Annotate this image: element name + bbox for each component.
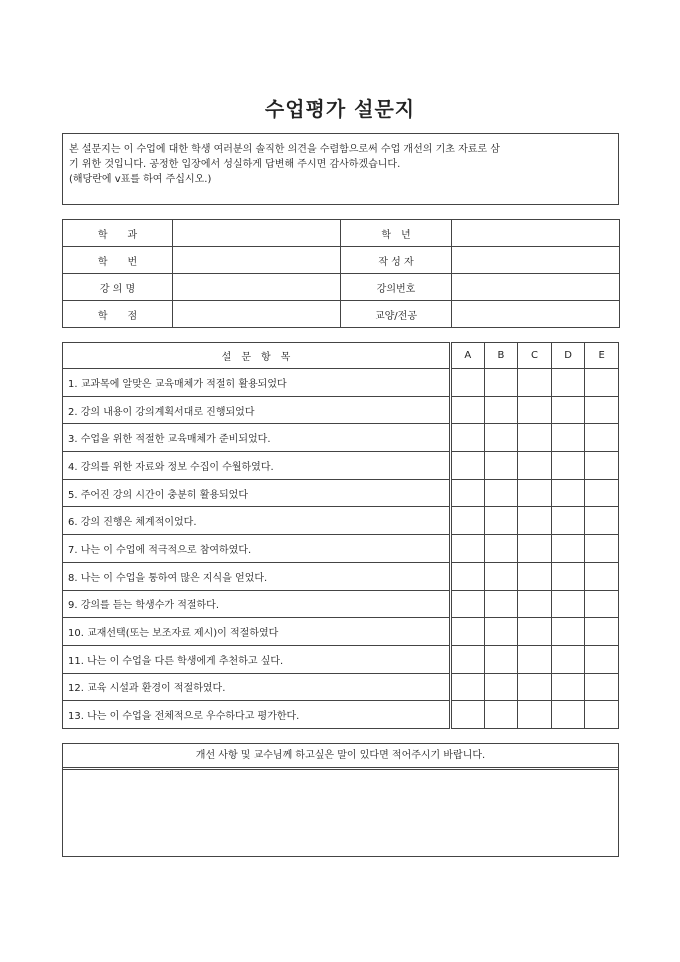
rating-cell-e[interactable] <box>585 645 619 673</box>
student-id-field[interactable] <box>173 247 341 274</box>
credits-label: 학 점 <box>63 301 173 328</box>
survey-row <box>63 507 619 535</box>
rating-cell-a[interactable] <box>451 479 485 507</box>
rating-cell-b[interactable] <box>484 452 518 480</box>
survey-table <box>62 342 619 729</box>
course-number-field[interactable] <box>452 274 620 301</box>
survey-row <box>63 645 619 673</box>
rating-cell-a[interactable] <box>451 562 485 590</box>
rating-cell-b[interactable] <box>484 645 518 673</box>
page-title: 수업평가 설문지 <box>264 97 416 121</box>
rating-cell-a[interactable] <box>451 535 485 563</box>
course-type-field[interactable] <box>452 301 620 328</box>
survey-row <box>63 618 619 646</box>
rating-cell-a[interactable] <box>451 396 485 424</box>
student-id-label: 학 번 <box>63 247 173 274</box>
rating-cell-d[interactable] <box>551 452 585 480</box>
rating-cell-c[interactable] <box>518 452 552 480</box>
intro-line: 본 설문지는 이 수업에 대한 학생 여러분의 솔직한 의견을 수렴함으로써 수업 개선의 기초 자료로 삼 <box>69 144 500 155</box>
rating-cell-a[interactable] <box>451 452 485 480</box>
survey-row <box>63 396 619 424</box>
survey-row <box>63 673 619 701</box>
rating-cell-d[interactable] <box>551 701 585 729</box>
survey-question: 12. 교육 시설과 환경이 적절하였다. <box>63 673 451 701</box>
rating-cell-b[interactable] <box>484 562 518 590</box>
rating-cell-b[interactable] <box>484 479 518 507</box>
course-number-label: 강의번호 <box>341 274 452 301</box>
rating-cell-e[interactable] <box>585 452 619 480</box>
author-label: 작 성 자 <box>341 247 452 274</box>
student-info-table <box>62 219 620 328</box>
survey-question: 6. 강의 진행은 체계적이었다. <box>63 507 451 535</box>
year-field[interactable] <box>452 220 620 247</box>
rating-cell-c[interactable] <box>518 590 552 618</box>
course-name-field[interactable] <box>173 274 341 301</box>
rating-cell-c[interactable] <box>518 507 552 535</box>
rating-cell-d[interactable] <box>551 673 585 701</box>
rating-cell-a[interactable] <box>451 618 485 646</box>
intro-line: 기 위한 것입니다. 공정한 입장에서 성실하게 답변해 주시면 감사하겠습니다. <box>69 159 401 170</box>
credits-field[interactable] <box>173 301 341 328</box>
intro-line: (해당란에 v표를 하여 주십시오.) <box>69 174 212 185</box>
rating-cell-c[interactable] <box>518 396 552 424</box>
rating-cell-a[interactable] <box>451 424 485 452</box>
survey-row <box>63 590 619 618</box>
rating-cell-e[interactable] <box>585 618 619 646</box>
info-row <box>63 220 620 247</box>
comment-field[interactable] <box>63 770 618 855</box>
survey-question: 9. 강의를 듣는 학생수가 적절하다. <box>63 590 451 618</box>
survey-question: 8. 나는 이 수업을 통하여 많은 지식을 얻었다. <box>63 562 451 590</box>
survey-question: 10. 교재선택(또는 보조자료 제시)이 적절하였다 <box>63 618 451 646</box>
rating-cell-d[interactable] <box>551 535 585 563</box>
rating-cell-e[interactable] <box>585 396 619 424</box>
rating-cell-e[interactable] <box>585 507 619 535</box>
rating-cell-b[interactable] <box>484 535 518 563</box>
column-header-b: B <box>484 343 518 369</box>
rating-cell-d[interactable] <box>551 645 585 673</box>
column-header-c: C <box>518 343 552 369</box>
survey-row <box>63 535 619 563</box>
survey-question: 5. 주어진 강의 시간이 충분히 활용되었다 <box>63 479 451 507</box>
survey-row <box>63 562 619 590</box>
rating-cell-c[interactable] <box>518 673 552 701</box>
rating-cell-c[interactable] <box>518 562 552 590</box>
info-row <box>63 301 620 328</box>
rating-cell-b[interactable] <box>484 701 518 729</box>
author-field[interactable] <box>452 247 620 274</box>
survey-question: 11. 나는 이 수업을 다른 학생에게 추천하고 싶다. <box>63 645 451 673</box>
rating-cell-d[interactable] <box>551 479 585 507</box>
department-field[interactable] <box>173 220 341 247</box>
survey-row <box>63 701 619 729</box>
rating-cell-c[interactable] <box>518 701 552 729</box>
rating-cell-e[interactable] <box>585 673 619 701</box>
rating-cell-e[interactable] <box>585 535 619 563</box>
rating-cell-d[interactable] <box>551 507 585 535</box>
rating-cell-e[interactable] <box>585 424 619 452</box>
rating-cell-e[interactable] <box>585 479 619 507</box>
rating-cell-c[interactable] <box>518 369 552 397</box>
rating-cell-b[interactable] <box>484 618 518 646</box>
rating-cell-d[interactable] <box>551 562 585 590</box>
rating-cell-d[interactable] <box>551 396 585 424</box>
rating-cell-b[interactable] <box>484 673 518 701</box>
rating-cell-a[interactable] <box>451 645 485 673</box>
rating-cell-a[interactable] <box>451 507 485 535</box>
course-type-label: 교양/전공 <box>341 301 452 328</box>
rating-cell-a[interactable] <box>451 701 485 729</box>
survey-question: 3. 수업을 위한 적절한 교육매체가 준비되었다. <box>63 424 451 452</box>
survey-question: 4. 강의를 위한 자료와 정보 수집이 수월하였다. <box>63 452 451 480</box>
rating-cell-d[interactable] <box>551 618 585 646</box>
column-header-d: D <box>551 343 585 369</box>
survey-question: 2. 강의 내용이 강의계획서대로 진행되었다 <box>63 396 451 424</box>
rating-cell-b[interactable] <box>484 590 518 618</box>
rating-cell-c[interactable] <box>518 618 552 646</box>
rating-cell-b[interactable] <box>484 507 518 535</box>
survey-question: 7. 나는 이 수업에 적극적으로 참여하였다. <box>63 535 451 563</box>
survey-header-row <box>63 343 619 369</box>
year-label: 학 년 <box>341 220 452 247</box>
survey-items-header: 설 문 항 목 <box>63 343 451 369</box>
rating-cell-c[interactable] <box>518 645 552 673</box>
rating-cell-d[interactable] <box>551 369 585 397</box>
survey-row <box>63 479 619 507</box>
rating-cell-d[interactable] <box>551 424 585 452</box>
department-label: 학 과 <box>63 220 173 247</box>
rating-cell-c[interactable] <box>518 535 552 563</box>
survey-row <box>63 452 619 480</box>
rating-cell-c[interactable] <box>518 479 552 507</box>
intro-box <box>62 133 619 205</box>
comment-header: 개선 사항 및 교수님께 하고싶은 말이 있다면 적어주시기 바랍니다. <box>63 744 618 770</box>
rating-cell-a[interactable] <box>451 369 485 397</box>
survey-row <box>63 424 619 452</box>
rating-cell-a[interactable] <box>451 673 485 701</box>
survey-question: 13. 나는 이 수업을 전체적으로 우수하다고 평가한다. <box>63 701 451 729</box>
rating-cell-b[interactable] <box>484 424 518 452</box>
column-header-e: E <box>585 343 619 369</box>
rating-cell-b[interactable] <box>484 369 518 397</box>
comment-box <box>62 743 619 857</box>
column-header-a: A <box>451 343 485 369</box>
rating-cell-d[interactable] <box>551 590 585 618</box>
survey-body <box>63 369 619 729</box>
survey-row <box>63 369 619 397</box>
survey-question: 1. 교과목에 알맞은 교육매체가 적절히 활용되었다 <box>63 369 451 397</box>
course-name-label: 강 의 명 <box>63 274 173 301</box>
rating-cell-b[interactable] <box>484 396 518 424</box>
info-row <box>63 247 620 274</box>
rating-cell-a[interactable] <box>451 590 485 618</box>
info-row <box>63 274 620 301</box>
rating-cell-c[interactable] <box>518 424 552 452</box>
rating-cell-e[interactable] <box>585 562 619 590</box>
rating-cell-e[interactable] <box>585 369 619 397</box>
rating-cell-e[interactable] <box>585 701 619 729</box>
rating-cell-e[interactable] <box>585 590 619 618</box>
